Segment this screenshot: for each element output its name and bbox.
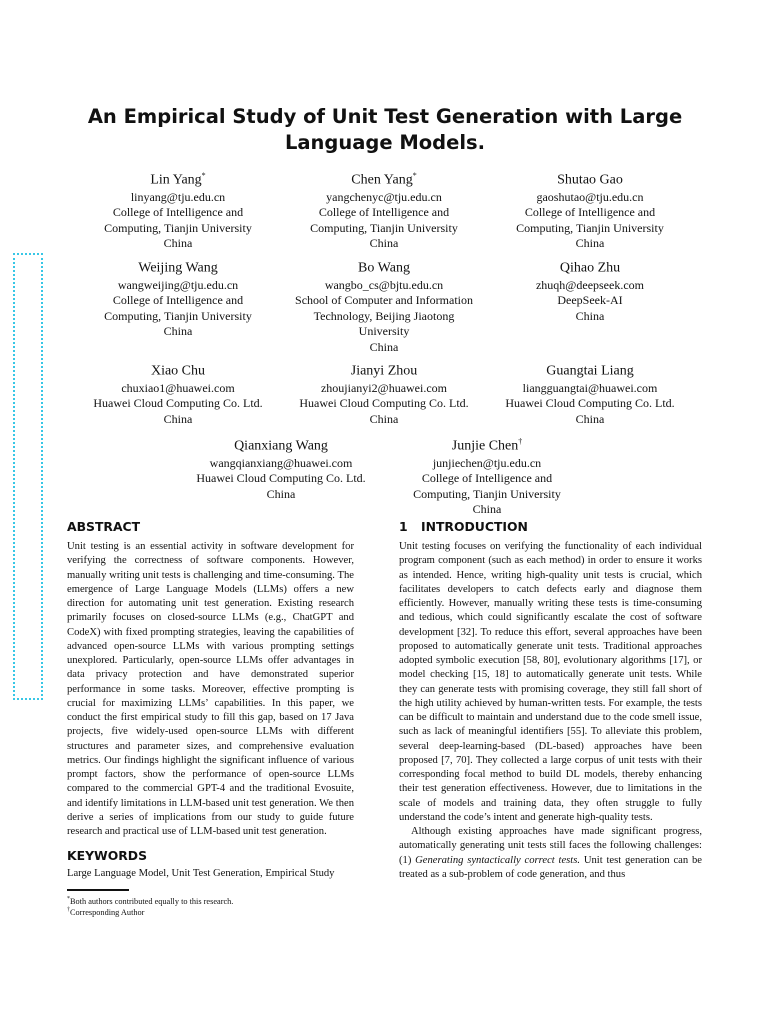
footnote-rule	[67, 889, 129, 891]
author-email: wangweijing@tju.edu.cn	[117, 277, 239, 292]
author-affiliation: University	[358, 324, 410, 339]
author-country: China	[575, 308, 605, 323]
author-country: China	[472, 502, 502, 517]
author-country: China	[369, 236, 399, 251]
introduction-body	[399, 540, 702, 882]
introduction-paragraph: Although existing approaches have made significant progress, automatically generating unit tests still faces the following challenges: (1) Generating syntactically correct tests. Unit test generation can be treated as a sub-problem of code generation, and thus	[399, 826, 702, 880]
author-block	[274, 254, 494, 355]
author-country: China	[369, 411, 399, 426]
author-country: China	[369, 339, 399, 354]
author-affiliation: Technology, Beijing Jiaotong	[313, 308, 455, 323]
author-email: zhuqh@deepseek.com	[535, 277, 644, 292]
author-block	[490, 357, 690, 427]
author-name: Jianyi Zhou	[350, 363, 418, 379]
author-affiliation: Huawei Cloud Computing Co. Ltd.	[505, 396, 675, 411]
author-block	[78, 166, 278, 252]
author-country: China	[163, 324, 193, 339]
author-affiliation: College of Intelligence and	[112, 293, 244, 308]
author-affiliation: Huawei Cloud Computing Co. Ltd.	[196, 471, 366, 486]
keywords-body	[67, 867, 357, 881]
author-block	[78, 357, 278, 427]
author-email: wangqianxiang@huawei.com	[209, 455, 353, 470]
author-affiliation: College of Intelligence and	[318, 205, 450, 220]
author-country: China	[163, 236, 193, 251]
author-affiliation: College of Intelligence and	[421, 471, 553, 486]
author-block	[387, 432, 587, 518]
author-block	[284, 357, 484, 427]
author-name: Chen Yang*	[351, 171, 417, 188]
keywords-text: Large Language Model, Unit Test Generation, Empirical Study	[67, 868, 335, 879]
author-country: China	[575, 236, 605, 251]
footnote-corresponding: †Corresponding Author	[67, 907, 145, 917]
author-block	[78, 254, 278, 340]
author-affiliation: Computing, Tianjin University	[104, 308, 252, 323]
author-name: Weijing Wang	[138, 260, 218, 276]
introduction-heading: 1 INTRODUCTION	[399, 519, 528, 534]
section-number: 1	[399, 519, 408, 534]
author-name: Lin Yang*	[150, 171, 206, 188]
author-name: Junjie Chen†	[451, 437, 523, 454]
author-country: China	[163, 411, 193, 426]
author-affiliation: Computing, Tianjin University	[310, 220, 458, 235]
author-email: gaoshutao@tju.edu.cn	[536, 189, 644, 204]
author-name: Bo Wang	[358, 260, 410, 276]
keywords-heading: KEYWORDS	[67, 848, 147, 863]
author-email: chuxiao1@huawei.com	[121, 380, 235, 395]
author-name: Xiao Chu	[150, 363, 206, 379]
author-country: China	[266, 486, 296, 501]
author-affiliation: School of Computer and Information	[295, 293, 473, 308]
abstract-text: Unit testing is an essential activity in software development for verifying the correctness of software components. However, manually writing unit tests is challenging and time-consuming. The emergence of Large Language Models (LLMs) offers a new direction for automating unit test generation. Existing research primarily focuses on closed-source LLMs (e.g., ChatGPT and CodeX) with fixed prompting strategies, leaving the capabilities of advanced open-source LLMs with various prompting settings unexplored. Particularly, open-source LLMs offer advantages in data privacy protection and have demonstrated superior performance in some tasks. Moreover, effective prompting is crucial for maximizing LLMs’ capabilities. In this paper, we conduct the first empirical study to fill this gap, based on 17 Java projects, five widely-used open-source LLMs with different structures and parameter sizes, and comprehensive evaluation metrics. Our findings highlight the significant influence of various prompt factors, show the performance of open-source LLMs compared to the commercial GPT-4 and the traditional Evosuite, and identify limitations in LLM-based unit test generation. We then derive a series of implications from our study to guide future research and practical use of LLM-based unit test generation.	[67, 541, 354, 837]
author-block	[490, 166, 690, 252]
selection-marker	[13, 253, 43, 700]
author-name: Guangtai Liang	[546, 363, 634, 379]
author-country: China	[575, 411, 605, 426]
abstract-body	[67, 540, 354, 839]
author-affiliation: Computing, Tianjin University	[516, 220, 664, 235]
footnote-equal: *Both authors contributed equally to this research.	[67, 896, 234, 906]
introduction-paragraph: Unit testing focuses on verifying the functionality of each individual program component (such as each method) in order to ensure it works as intended. Hence, writing high-quality unit tests is crucial, which facilitates developers to catch defects early and diagnose them efficiently. However, manually writing these tests is time-consuming and tedious, which could significantly escalate the cost of software development [32]. To reduce this effort, several approaches have been proposed to automatically generate unit tests. Traditional approaches adopted symbolic execution [58, 80], evolutionary algorithms [17], or model checking [15, 18] to automatically generate unit tests. While they can generate tests with promising coverage, they still fall short of the high utility achieved by human-written tests. For example, the tests can be difficult to maintain and understand due to the code smell issue, such as lack of meaningful identifiers [55]. To alleviate this problem, several deep-learning-based (DL-based) approaches have been proposed [7, 70]. They collected a large corpus of unit tests with their corresponding focal method to build DL models, thereby enhancing their test generation effectiveness. However, due to limitations in the scale of models and training data, they often struggle to fully understand the code’s intent and generate high-quality tests.	[399, 541, 702, 823]
author-email: linyang@tju.edu.cn	[130, 189, 226, 204]
author-email: zhoujianyi2@huawei.com	[320, 380, 448, 395]
author-block	[181, 432, 381, 502]
author-name: Qianxiang Wang	[234, 438, 328, 454]
author-block	[284, 166, 484, 252]
author-affiliation: Computing, Tianjin University	[104, 220, 252, 235]
author-email: wangbo_cs@bjtu.edu.cn	[324, 277, 444, 292]
author-email: junjiechen@tju.edu.cn	[432, 455, 542, 470]
author-affiliation: Huawei Cloud Computing Co. Ltd.	[299, 396, 469, 411]
author-email: liangguangtai@huawei.com	[522, 380, 658, 395]
author-affiliation: Huawei Cloud Computing Co. Ltd.	[93, 396, 263, 411]
author-affiliation: Computing, Tianjin University	[413, 486, 561, 501]
author-affiliation: College of Intelligence and	[524, 205, 656, 220]
author-affiliation: DeepSeek-AI	[557, 293, 623, 308]
abstract-heading: ABSTRACT	[67, 519, 141, 534]
author-name: Shutao Gao	[557, 172, 623, 188]
author-block	[490, 254, 690, 324]
author-email: yangchenyc@tju.edu.cn	[326, 189, 442, 204]
paper-title: An Empirical Study of Unit Test Generation with Large Language Models.	[87, 105, 683, 154]
author-name: Qihao Zhu	[559, 260, 621, 276]
author-affiliation: College of Intelligence and	[112, 205, 244, 220]
